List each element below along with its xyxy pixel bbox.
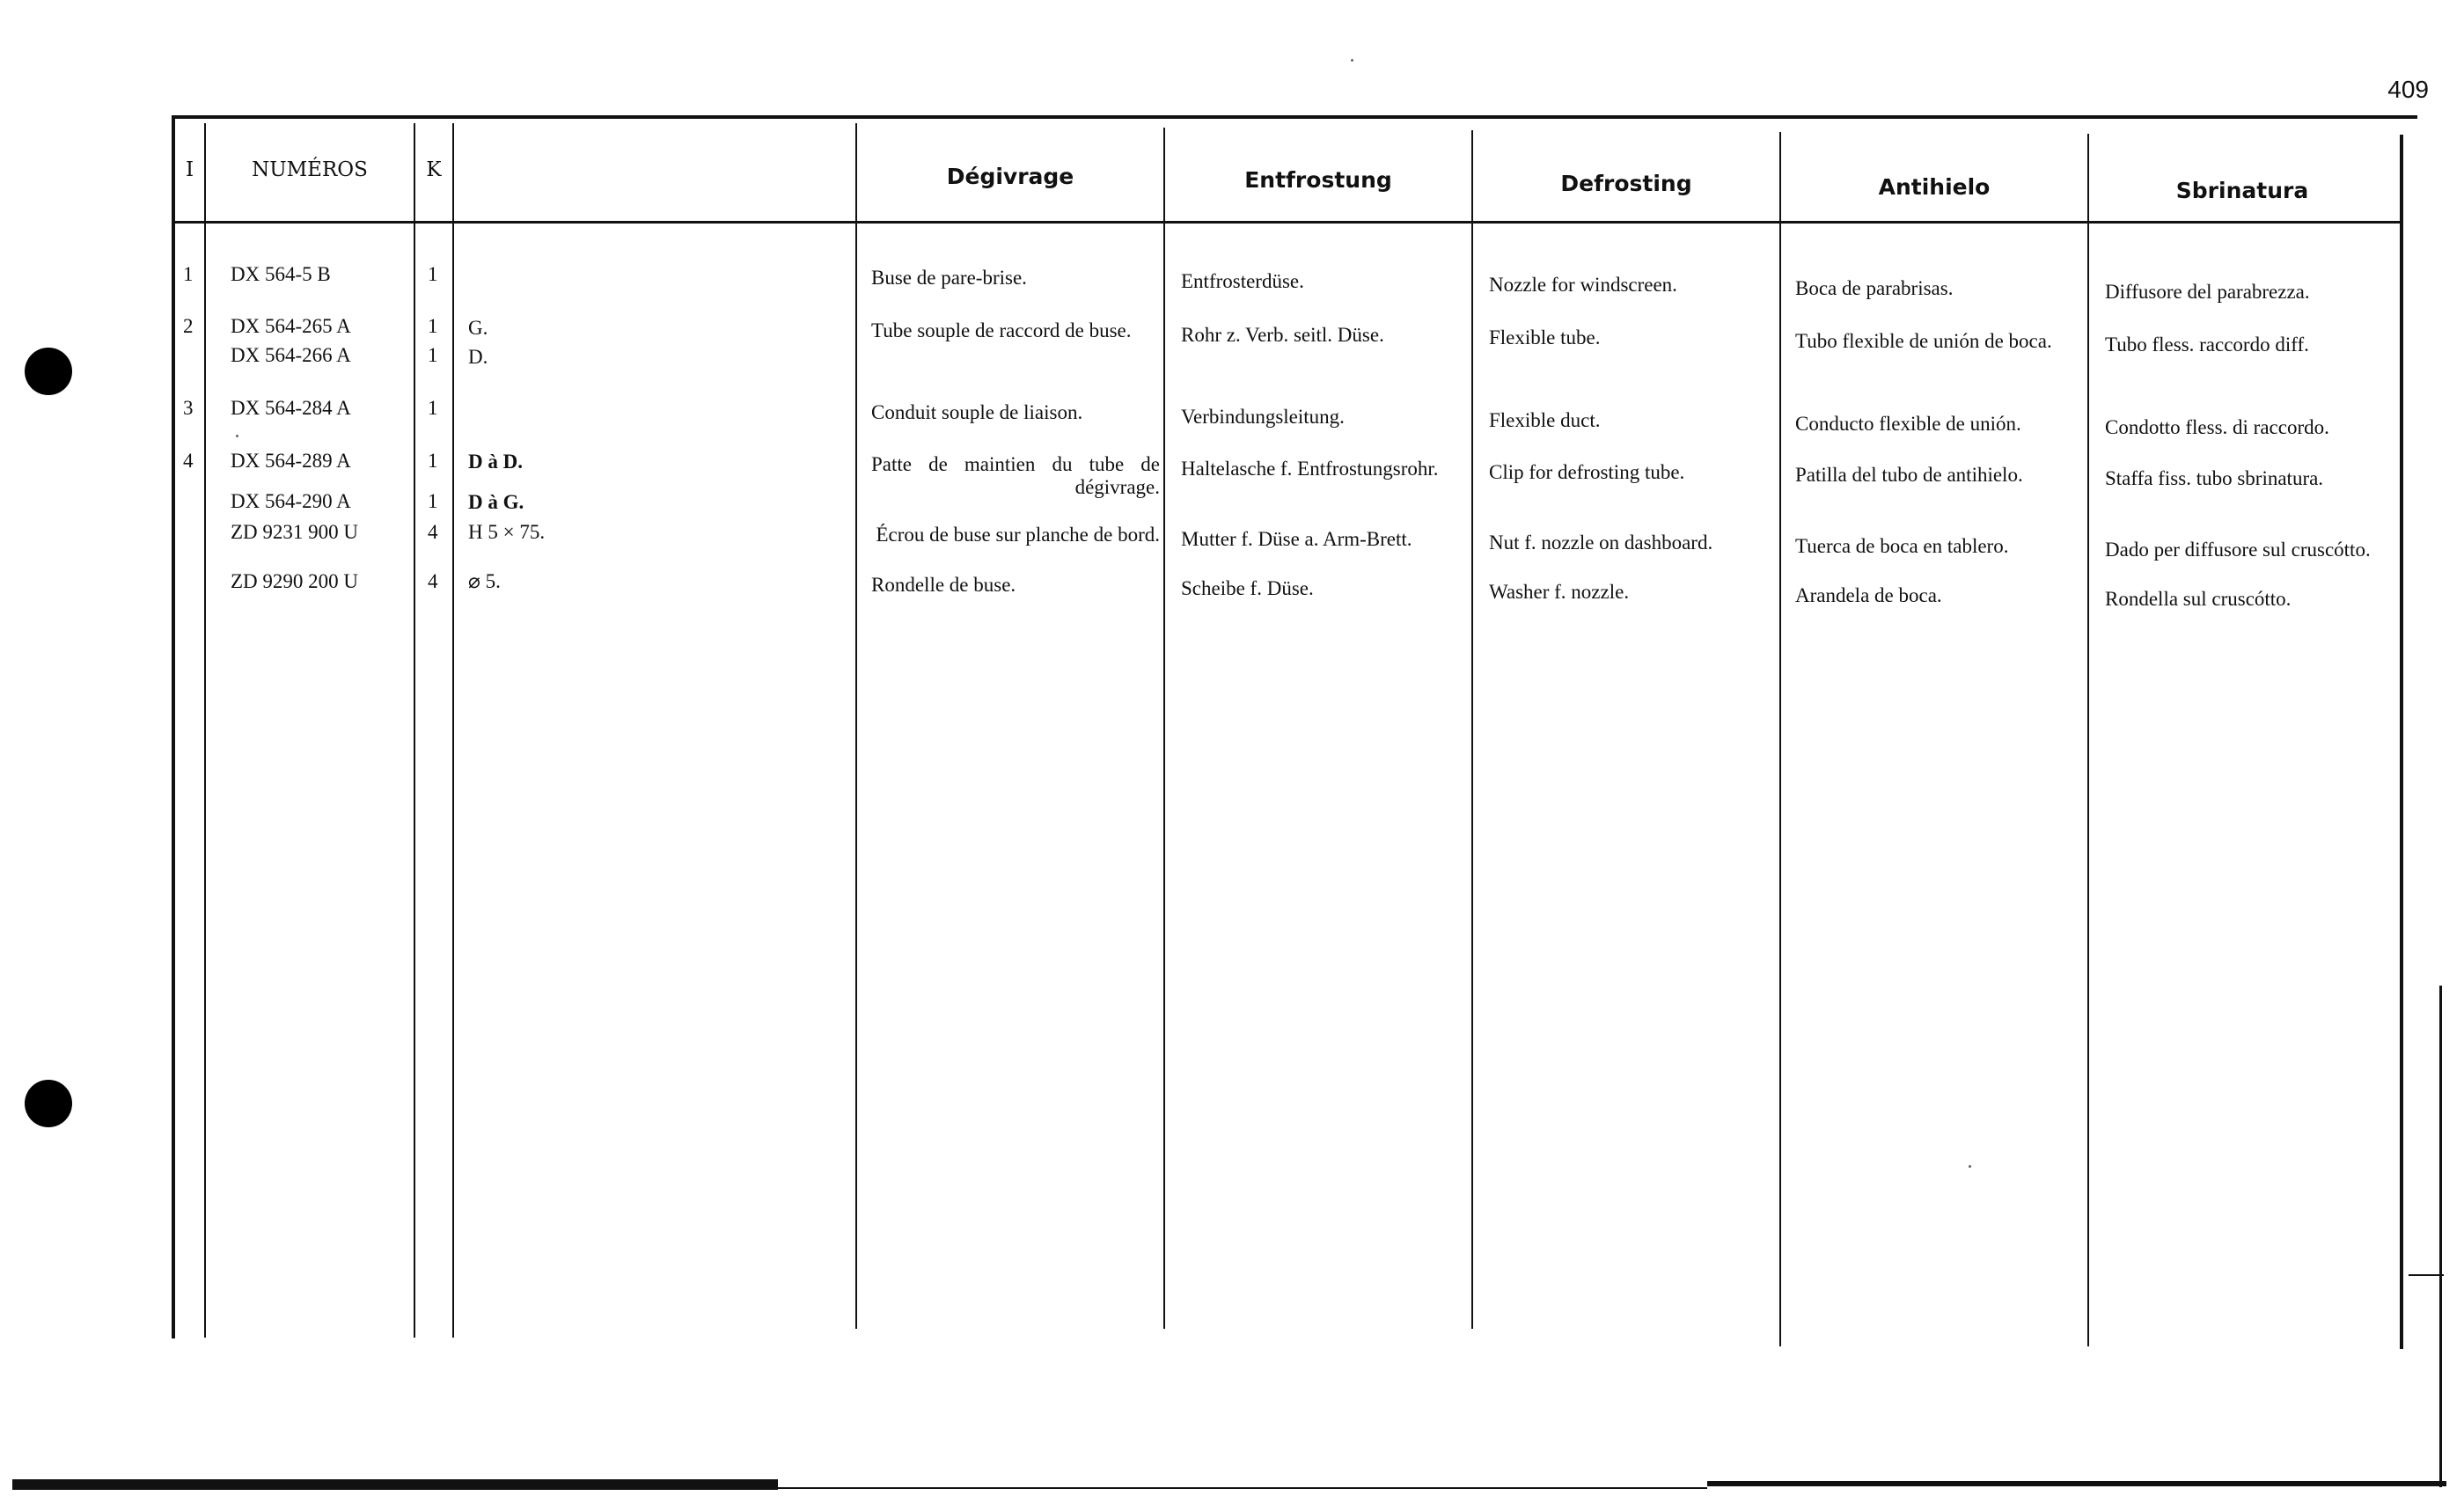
desc-english: Washer f. nozzle. [1489,581,1630,603]
desc-english: Nozzle for windscreen. [1489,274,1677,296]
desc-english: Clip for defrosting tube. [1489,461,1685,483]
speck [236,435,238,437]
quantity: 1 [428,344,438,366]
remark: D à D. [468,451,523,473]
speck [1969,1165,1971,1168]
desc-spanish: Tubo flexible de unión de boca. [1795,330,2052,352]
column-divider [1471,130,1473,1329]
table-left-border [172,115,175,1338]
column-divider [414,123,415,1338]
row-index: 2 [183,315,194,337]
header-english: Defrosting [1560,171,1692,196]
desc-italian: Rondella sul cruscótto. [2105,588,2292,610]
table-right-border [2400,135,2403,1349]
desc-spanish: Tuerca de boca en tablero. [1795,535,2009,557]
desc-german: Haltelasche f. Entfrostungsrohr. [1181,458,1439,480]
page-bottom-rule [778,1487,1707,1489]
desc-french: Patte de maintien du tube de dégivrage. [871,453,1160,498]
part-number: DX 564-290 A [231,490,351,512]
header-numbers: NUMÉROS [252,158,368,181]
desc-french: Conduit souple de liaison. [871,401,1083,423]
page-right-rule [2439,986,2442,1487]
desc-german: Mutter f. Düse a. Arm-Brett. [1181,528,1412,550]
header-german: Entfrostung [1244,167,1392,193]
quantity: 4 [428,521,438,543]
row-index: 3 [183,397,194,419]
speck [1351,59,1353,62]
desc-french: Buse de pare-brise. [871,267,1027,289]
desc-spanish: Arandela de boca. [1795,584,1942,606]
quantity: 1 [428,315,438,337]
desc-german: Verbindungsleitung. [1181,406,1345,428]
quantity: 1 [428,397,438,419]
column-divider [452,123,454,1338]
column-divider [1163,128,1165,1329]
desc-spanish: Patilla del tubo de antihielo. [1795,464,2023,486]
header-french: Dégivrage [946,164,1074,189]
part-number: DX 564-284 A [231,397,351,419]
punch-hole [25,348,72,395]
page-side-tick [2409,1274,2444,1276]
desc-german: Rohr z. Verb. seitl. Düse. [1181,324,1384,346]
header-italian: Sbrinatura [2175,178,2309,203]
remark: ⌀ 5. [468,570,501,592]
row-index: 1 [183,263,194,285]
header-separator [172,221,2403,224]
quantity: 1 [428,263,438,285]
part-number: ZD 9231 900 U [231,521,359,543]
desc-italian: Tubo fless. raccordo diff. [2105,334,2309,356]
desc-english: Nut f. nozzle on dashboard. [1489,532,1713,554]
column-divider [204,123,206,1338]
remark: G. [468,317,488,339]
desc-spanish: Boca de parabrisas. [1795,277,1954,299]
remark: D. [468,346,488,368]
part-number: ZD 9290 200 U [231,570,359,592]
desc-english: Flexible duct. [1489,409,1601,431]
part-number: DX 564-5 B [231,263,331,285]
column-divider [2087,134,2089,1346]
column-divider [1779,132,1781,1346]
page-bottom-rule [12,1479,778,1490]
desc-german: Entfrosterdüse. [1181,270,1304,292]
table-top-border [172,115,2417,119]
desc-italian: Diffusore del parabrezza. [2105,281,2310,303]
desc-french: Rondelle de buse. [871,574,1016,596]
quantity: 4 [428,570,438,592]
page-bottom-rule [1707,1481,2446,1486]
header-spanish: Antihielo [1878,174,1991,200]
remark: H 5 × 75. [468,521,546,543]
desc-italian: Dado per diffusore sul cruscótto. [2105,539,2371,561]
part-number: DX 564-265 A [231,315,351,337]
desc-spanish: Conducto flexible de unión. [1795,413,2021,435]
remark: D à G. [468,491,524,513]
page-number: 409 [2387,76,2429,103]
row-index: 4 [183,450,194,472]
quantity: 1 [428,490,438,512]
header-qty: K [426,158,442,181]
punch-hole [25,1080,72,1127]
part-number: DX 564-289 A [231,450,351,472]
quantity: 1 [428,450,438,472]
desc-french: Tube souple de raccord de buse. [871,319,1132,341]
header-index: I [185,158,194,181]
desc-italian: Staffa fiss. tubo sbrinatura. [2105,467,2324,489]
desc-german: Scheibe f. Düse. [1181,577,1314,599]
desc-french: Écrou de buse sur planche de bord. [876,524,1160,546]
part-number: DX 564-266 A [231,344,351,366]
desc-italian: Condotto fless. di raccordo. [2105,416,2329,438]
desc-english: Flexible tube. [1489,326,1601,348]
column-divider [855,123,857,1329]
